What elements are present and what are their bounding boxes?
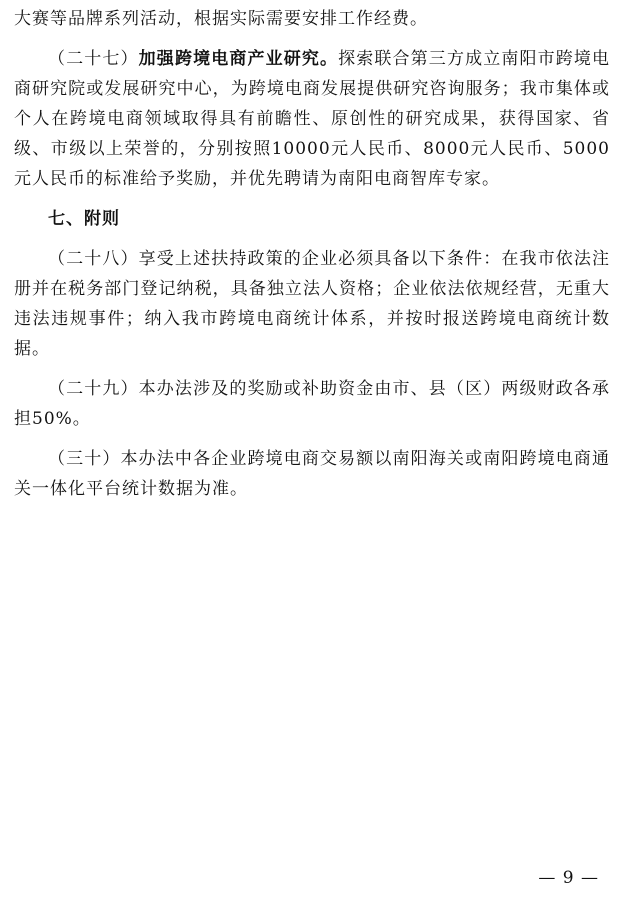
paragraph-item-28: （二十八）享受上述扶持政策的企业必须具备以下条件：在我市依法注册并在税务部门登记纳税，具备独立法人资格；企业依法依规经营，无重大违法违规事件；纳入我市跨境电商统计体系，并按时报送跨境电商统计数据。 <box>14 249 610 359</box>
item-27-body: 探索联合第三方成立南阳市跨境电商研究院或发展研究中心，为跨境电商发展提供研究咨询服务；我市集体或个人在跨境电商领域取得具有前瞻性、原创性的研究成果，获得国家、省级、市级以上荣誉的，分别按照10000元人民币、8000元人民币、5000元人民币的标准给予奖励，并优先聘请为南阳电商智库专家。 <box>14 49 611 189</box>
item-27-title: 加强跨境电商产业研究。 <box>138 49 339 69</box>
paragraph-item-27 <box>14 44 610 194</box>
section-7-heading: 七、附则 <box>48 209 120 229</box>
paragraph-intro: 大赛等品牌系列活动，根据实际需要安排工作经费。 <box>14 9 428 29</box>
paragraph-item-29: （二十九）本办法涉及的奖励或补助资金由市、县（区）两级财政各承担50%。 <box>14 379 610 429</box>
document-body <box>14 4 610 504</box>
page-number: — 9 — <box>538 868 599 888</box>
item-27-label: （二十七） <box>48 49 139 69</box>
paragraph-item-30: （三十）本办法中各企业跨境电商交易额以南阳海关或南阳跨境电商通关一体化平台统计数据为准。 <box>14 449 610 499</box>
